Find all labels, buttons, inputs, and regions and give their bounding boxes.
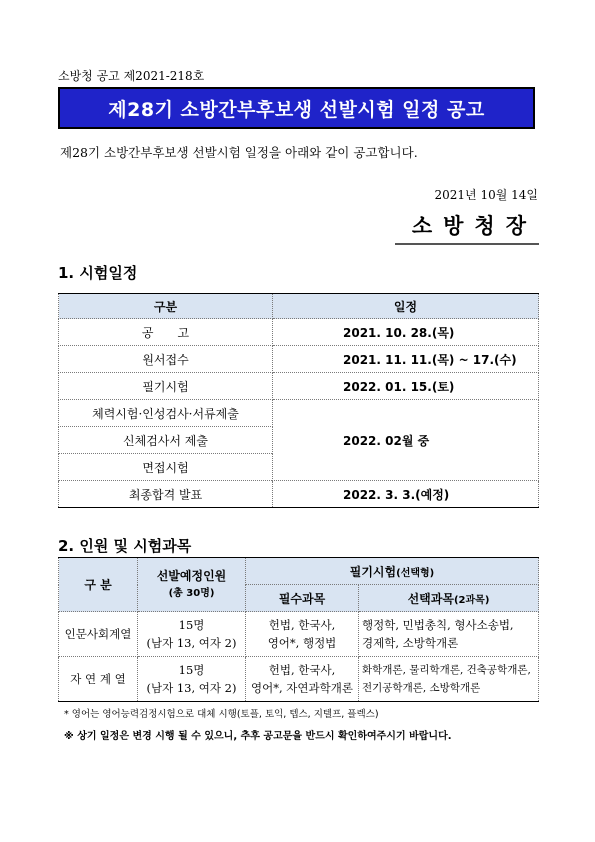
elective-line: 경제학, 소방학개론 bbox=[362, 636, 459, 650]
page-title: 제28기 소방간부후보생 선발시험 일정 공고 bbox=[108, 98, 485, 121]
subjects-table bbox=[58, 557, 539, 702]
table-row bbox=[59, 481, 539, 508]
signer-underline bbox=[395, 243, 539, 245]
elective-line: 화학개론, 물리학개론, 건축공학개론, bbox=[362, 664, 531, 676]
elective-line: 전기공학개론, 소방학개론 bbox=[362, 682, 481, 694]
table-row bbox=[59, 400, 539, 427]
schedule-item: 체력시험·인성검사·서류제출 bbox=[59, 400, 273, 427]
required-line: 헌법, 한국사, bbox=[268, 618, 336, 632]
quota-detail: (남자 13, 여자 2) bbox=[146, 681, 237, 695]
quota-detail: (남자 13, 여자 2) bbox=[146, 636, 237, 650]
required-cell bbox=[246, 612, 359, 657]
quota-cell bbox=[138, 612, 246, 657]
category-cell: 인문사회계열 bbox=[59, 612, 138, 657]
column-header: 구분 bbox=[59, 294, 273, 319]
section-heading-subjects: 2. 인원 및 시험과목 bbox=[58, 537, 192, 555]
schedule-item: 신체검사서 제출 bbox=[59, 427, 273, 454]
table-row bbox=[59, 612, 539, 657]
written-header: 필기시험 bbox=[349, 564, 397, 579]
table-row bbox=[59, 373, 539, 400]
schedule-date: 2022. 01. 15.(토) bbox=[273, 373, 539, 400]
elective-cell bbox=[359, 612, 539, 657]
elective-line: 행정학, 민법총칙, 형사소송법, bbox=[362, 618, 514, 632]
required-line: 헌법, 한국사, bbox=[268, 663, 336, 677]
column-header bbox=[359, 585, 539, 612]
schedule-item: 원서접수 bbox=[59, 346, 273, 373]
quota-cell bbox=[138, 657, 246, 702]
elective-note: (2과목) bbox=[453, 594, 490, 606]
notice-date: 2021년 10월 14일 bbox=[434, 188, 538, 202]
category-header: 구 분 bbox=[84, 578, 112, 592]
warning-note: ※ 상기 일정은 변경 시행 될 수 있으니, 추후 공고문을 반드시 확인하여주시기 바랍니다. bbox=[64, 731, 452, 742]
elective-cell bbox=[359, 657, 539, 702]
quota-total: (총 30명) bbox=[168, 587, 215, 599]
column-header bbox=[246, 558, 539, 585]
quota-count: 15명 bbox=[178, 663, 205, 677]
column-header bbox=[138, 558, 246, 612]
column-header: 일정 bbox=[273, 294, 539, 319]
required-line: 영어*, 행정법 bbox=[267, 636, 337, 650]
written-type: (선택형) bbox=[396, 567, 435, 579]
column-header bbox=[59, 558, 138, 612]
category-cell: 자 연 계 열 bbox=[59, 657, 138, 702]
quota-count: 15명 bbox=[178, 618, 205, 632]
footnote: * 영어는 영어능력검정시험으로 대체 시행(토플, 토익, 텝스, 지텔프, 플렉스) bbox=[64, 709, 379, 720]
schedule-item: 면접시험 bbox=[59, 454, 273, 481]
schedule-table bbox=[58, 293, 539, 508]
notice-number: 소방청 공고 제2021-218호 bbox=[58, 69, 205, 83]
schedule-date: 2021. 10. 28.(목) bbox=[273, 319, 539, 346]
schedule-date: 2022. 02월 중 bbox=[273, 400, 539, 481]
title-banner bbox=[58, 87, 535, 129]
schedule-date: 2021. 11. 11.(목) ~ 17.(수) bbox=[273, 346, 539, 373]
elective-header: 선택과목 bbox=[407, 591, 454, 606]
schedule-item: 공 고 bbox=[59, 319, 273, 346]
schedule-date: 2022. 3. 3.(예정) bbox=[273, 481, 539, 508]
table-header-row bbox=[59, 558, 539, 585]
schedule-item: 최종합격 발표 bbox=[59, 481, 273, 508]
required-header: 필수과목 bbox=[246, 585, 359, 612]
table-row bbox=[59, 657, 539, 702]
required-line: 영어*, 자연과학개론 bbox=[251, 681, 353, 695]
intro-text: 제28기 소방간부후보생 선발시험 일정을 아래와 같이 공고합니다. bbox=[60, 145, 418, 160]
schedule-item: 필기시험 bbox=[59, 373, 273, 400]
required-cell bbox=[246, 657, 359, 702]
section-heading-schedule: 1. 시험일정 bbox=[58, 264, 138, 282]
signer-title: 소방청장 bbox=[411, 213, 537, 238]
table-row bbox=[59, 319, 539, 346]
table-row bbox=[59, 346, 539, 373]
quota-header: 선발예정인원 bbox=[156, 568, 227, 583]
table-header-row bbox=[59, 294, 539, 319]
